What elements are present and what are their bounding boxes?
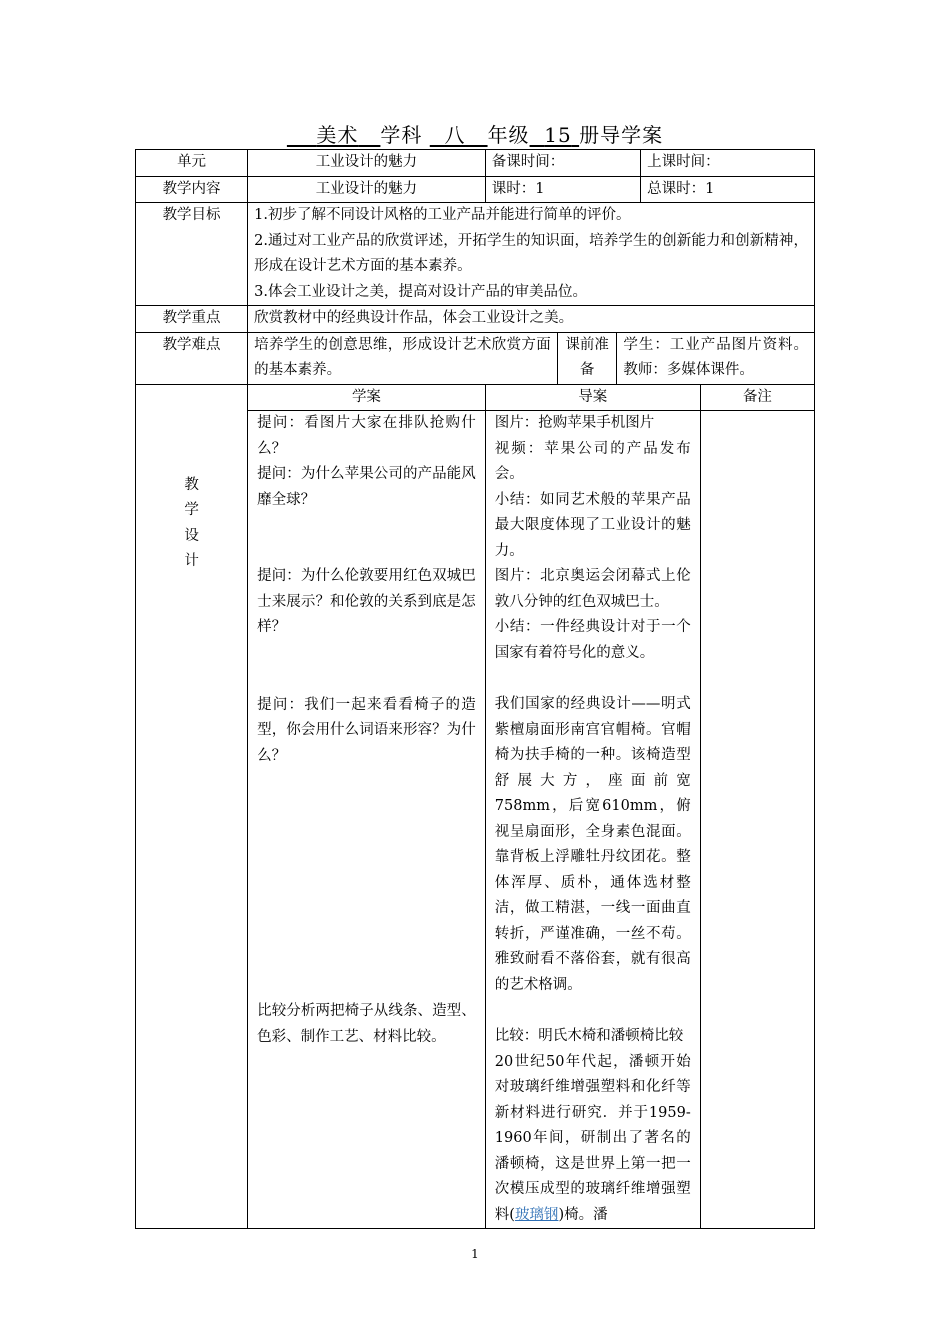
objective-item: 2.通过对工业产品的欣赏评述，开拓学生的知识面，培养学生的创新能力和创新精神，形成在设计艺术方面的基本素养。 [254, 232, 808, 274]
class-time-label: 上课时间： [641, 150, 815, 177]
difficulties-row [136, 332, 815, 384]
guide-item: 20世纪50年代起，潘顿开始对玻璃纤维增强塑料和化纤等新材料进行研究．并于1959-1960年间，研制出了著名的潘顿椅，这是世界上第一把一次模压成型的玻璃纤维增强塑料(玻璃钢)椅。潘 [494, 1053, 691, 1223]
notes-content [700, 411, 814, 1229]
objectives-label: 教学目标 [136, 203, 248, 306]
content-value: 工业设计的魅力 [248, 176, 486, 203]
volume-field: 15 [544, 123, 572, 147]
design-label [136, 384, 248, 1229]
prep-time-label: 备课时间： [485, 150, 640, 177]
guide-item: 图片：北京奥运会闭幕式上伦敦八分钟的红色双城巴士。 [494, 568, 691, 610]
guide-column-header: 导案 [485, 384, 700, 411]
total-periods-label: 总课时：1 [641, 176, 815, 203]
unit-row [136, 150, 815, 177]
prep-label: 课前准备 [557, 332, 617, 384]
periods-label: 课时：1 [485, 176, 640, 203]
key-points-value: 欣赏教材中的经典设计作品，体会工业设计之美。 [248, 306, 815, 333]
content-label: 教学内容 [136, 176, 248, 203]
study-item: 提问：看图片大家在排队抢购什么？ [257, 415, 476, 457]
study-content [248, 411, 486, 1229]
guide-item: 图片：抢购苹果手机图片 [494, 415, 655, 431]
design-header-row [136, 384, 815, 411]
prep-value: 学生：工业产品图片资料。教师：多媒体课件。 [617, 332, 815, 384]
page-title [0, 122, 950, 148]
design-label-char: 教 [184, 476, 199, 493]
page-number: 1 [471, 1247, 479, 1261]
subject-suffix: 学科 [380, 123, 423, 147]
guide-item: 比较：明氏木椅和潘顿椅比较 [494, 1028, 684, 1044]
subject-field: 美术 [316, 123, 359, 147]
design-label-char: 计 [184, 553, 199, 569]
design-label-char: 学 [184, 502, 199, 518]
guide-item: 小结：一件经典设计对于一个国家有着符号化的意义。 [494, 619, 691, 661]
fiberglass-link[interactable]: 玻璃钢 [514, 1206, 559, 1223]
unit-label: 单元 [136, 150, 248, 177]
guide-item: 视频：苹果公司的产品发布会。 [494, 440, 691, 482]
study-item: 比较分析两把椅子从线条、造型、色彩、制作工艺、材料比较。 [257, 1003, 476, 1045]
guide-content [485, 411, 700, 1229]
study-item: 提问：我们一起来看看椅子的造型，你会用什么词语来形容？为什么？ [257, 696, 476, 764]
objective-item: 3.体会工业设计之美，提高对设计产品的审美品位。 [254, 283, 587, 300]
objectives-content [248, 203, 815, 306]
lesson-plan-table [135, 149, 815, 1229]
unit-value: 工业设计的魅力 [248, 150, 486, 177]
key-points-row [136, 306, 815, 333]
key-points-label: 教学重点 [136, 306, 248, 333]
study-column-header: 学案 [248, 384, 486, 411]
difficulties-label: 教学难点 [136, 332, 248, 384]
difficulties-value: 培养学生的创意思维，形成设计艺术欣赏方面的基本素养。 [248, 332, 558, 384]
design-label-char: 设 [184, 527, 199, 544]
guide-item: 小结：如同艺术般的苹果产品最大限度体现了工业设计的魅力。 [494, 491, 691, 559]
objectives-row [136, 203, 815, 306]
content-row [136, 176, 815, 203]
grade-suffix: 年级 [487, 123, 530, 147]
notes-column-header: 备注 [700, 384, 814, 411]
objective-item: 1.初步了解不同设计风格的工业产品并能进行简单的评价。 [254, 207, 631, 223]
guide-item: 我们国家的经典设计——明式紫檀扇面形南宫官帽椅。官帽椅为扶手椅的一种。该椅造型舒展大方，座面前宽758mm，后宽610mm，俯视呈扇面形，全身素色混面。靠背板上浮雕牡丹纹团花。整体浑厚、质朴，通体选材整洁，做工精湛，一线一面曲直转折，严谨准确，一丝不苟。雅致耐看不落俗套，就有很高的艺术格调。 [494, 696, 691, 993]
volume-suffix: 册导学案 [579, 123, 664, 147]
study-item: 提问：为什么伦敦要用红色双城巴士来展示？和伦敦的关系到底是怎样？ [257, 568, 476, 635]
study-item: 提问：为什么苹果公司的产品能风靡全球？ [257, 466, 476, 508]
grade-field: 八 [444, 123, 466, 147]
